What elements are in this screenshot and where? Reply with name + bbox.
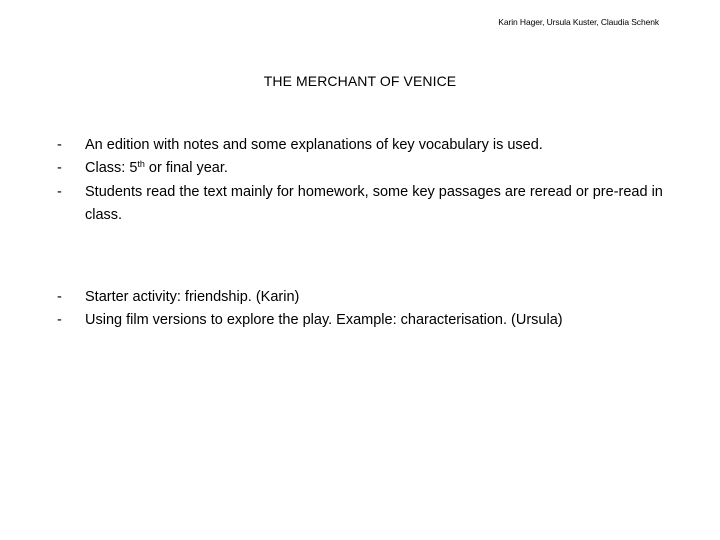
list-item — [57, 157, 667, 181]
class-text: Class: 5 — [85, 160, 138, 176]
list-dash: - — [57, 184, 62, 200]
list-item-text: Using film versions to explore the play. Example: characterisation. (Ursula) — [85, 312, 563, 328]
bullet-list-activities — [57, 286, 667, 332]
list-dash: - — [57, 137, 62, 153]
list-item-text: An edition with notes and some explanations of key vocabulary is used. — [85, 137, 543, 153]
list-dash: - — [57, 312, 62, 328]
ordinal-suffix: th — [137, 159, 145, 169]
page-title: THE MERCHANT OF VENICE — [263, 73, 457, 89]
bullet-list-main — [57, 134, 667, 227]
list-item-text: Starter activity: friendship. (Karin) — [85, 289, 300, 305]
list-dash: - — [57, 289, 62, 305]
list-item-text — [85, 160, 228, 176]
list-item-text: Students read the text mainly for homework, some key passages are reread or pre-read in class. — [85, 184, 663, 223]
list-dash: - — [57, 160, 62, 176]
authors-header: Karin Hager, Ursula Kuster, Claudia Schenk — [498, 17, 659, 27]
class-text-rest: or final year. — [144, 160, 228, 176]
list-item — [57, 286, 667, 309]
list-item — [57, 181, 667, 227]
list-item — [57, 134, 667, 157]
list-item — [57, 309, 667, 332]
